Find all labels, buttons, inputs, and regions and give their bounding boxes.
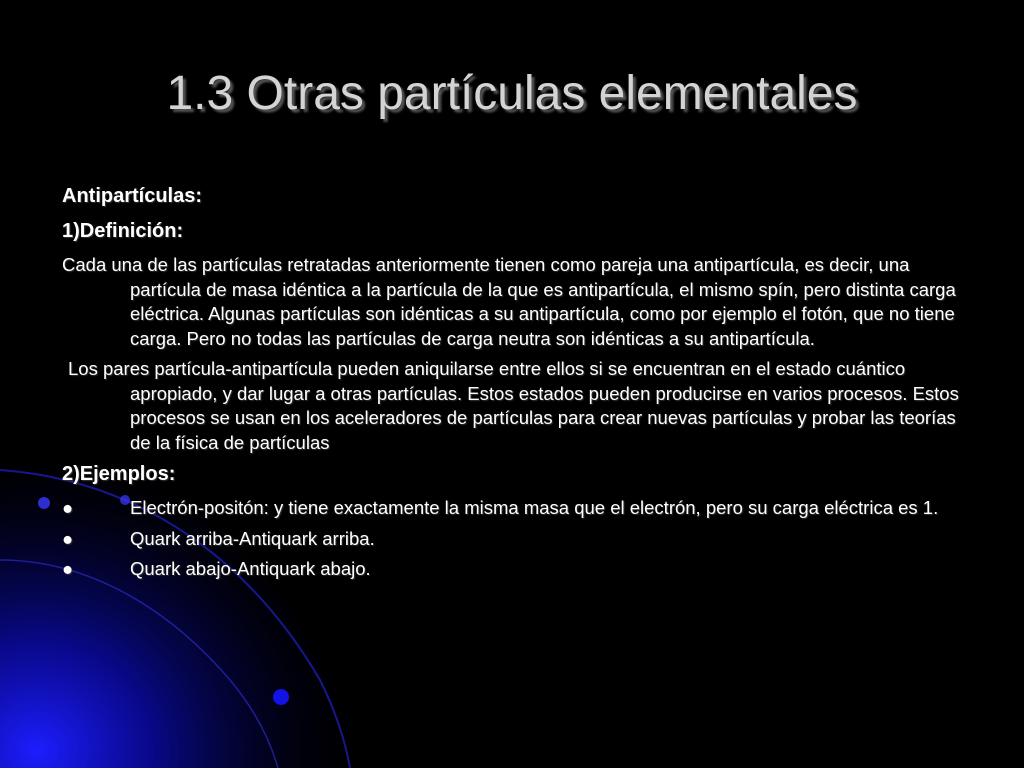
pairs-paragraph: Los pares partícula-antipartícula pueden aniquilarse entre ellos si se encuentran en el estado cuántico apropiado, y dar lugar a otras partículas. Estos estados pueden producirse en varios procesos. Estos procesos se usan en los aceleradores de partículas para crear nuevas partículas y probar las teorías de la física de partículas: [68, 358, 959, 453]
slide-body: [62, 183, 962, 588]
bullet-icon: ●: [62, 558, 74, 579]
slide-title: 1.3 Otras partículas elementales: [166, 67, 858, 120]
example-item: [62, 496, 962, 521]
definition-heading: 1)Definición:: [62, 220, 184, 242]
example-text: Electrón-positón: y tiene exactamente la misma masa que el electrón, pero su carga eléctrica es 1.: [130, 497, 939, 518]
section-heading: Antipartículas:: [62, 185, 203, 207]
example-item: [62, 527, 962, 552]
examples-heading: 2)Ejemplos:: [62, 463, 176, 485]
blue-orb-3: [273, 689, 289, 705]
bullet-icon: ●: [62, 497, 74, 518]
example-item: [62, 557, 962, 582]
blue-orb-1: [38, 497, 50, 509]
example-text: Quark abajo-Antiquark abajo.: [130, 558, 371, 579]
bullet-icon: ●: [62, 527, 74, 549]
definition-paragraph: Cada una de las partículas retratadas anteriormente tienen como pareja una antipartícula, es decir, una partícula de masa idéntica a la partícula de la que es antipartícula, el mismo spín, pero distinta carga eléctrica. Algunas partículas son idénticas a su antipartícula, como por ejemplo el fotón, que no tiene carga. Pero no todas las partículas de carga neutra son idénticas a su antipartícula.: [62, 254, 956, 349]
example-text: Quark arriba-Antiquark arriba.: [130, 527, 375, 549]
